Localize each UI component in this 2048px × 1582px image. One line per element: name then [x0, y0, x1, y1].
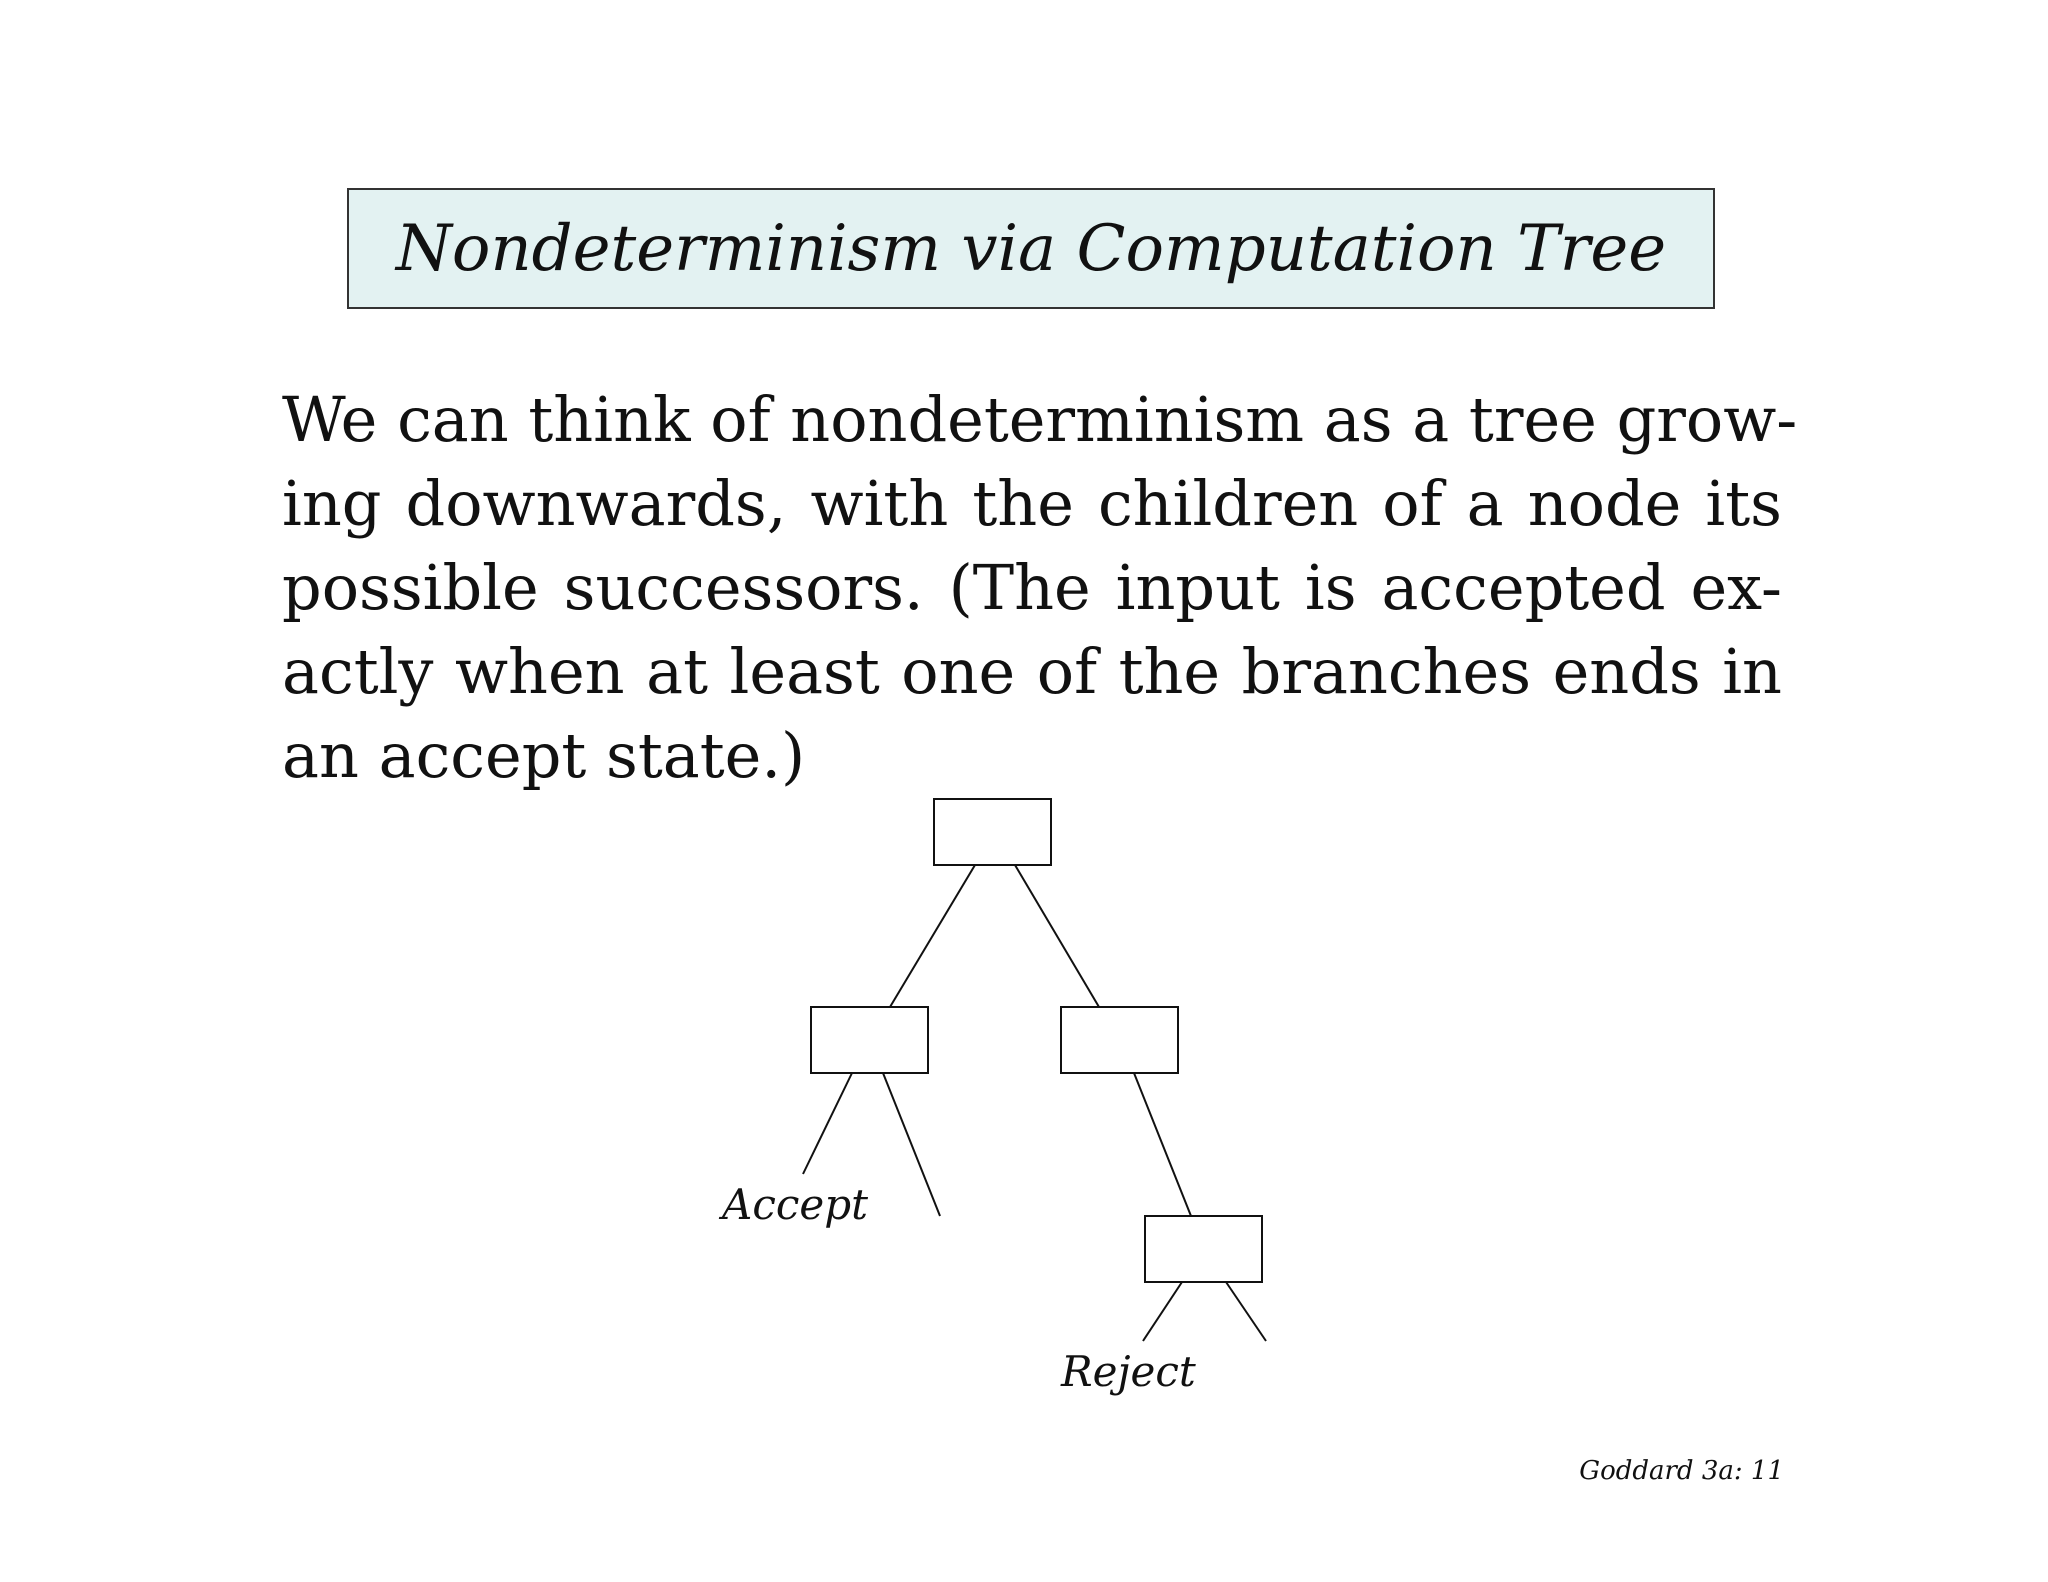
tree-node-left	[811, 1007, 928, 1073]
tree-edge-child-open	[1226, 1282, 1266, 1341]
accept-label: Accept	[722, 1180, 868, 1229]
reject-label: Reject	[1061, 1347, 1196, 1396]
body-line-4: actly when at least one of the branches ends in	[282, 635, 1782, 708]
tree-node-right-child	[1145, 1216, 1262, 1282]
tree-edge-right-child	[1134, 1073, 1191, 1216]
body-line-1: We can think of nondeterminism as a tree grow-	[282, 383, 1798, 456]
slide-footer: Goddard 3a: 11	[1579, 1456, 1784, 1486]
body-line-2: ing downwards, with the children of a node its	[282, 467, 1782, 540]
body-line-3: possible successors. (The input is accepted ex-	[282, 551, 1782, 624]
tree-node-right	[1061, 1007, 1178, 1073]
body-line-5: an accept state.)	[282, 719, 806, 792]
tree-edge-child-reject	[1143, 1282, 1182, 1341]
tree-edge-left-open	[883, 1073, 940, 1216]
slide-title: Nondeterminism via Computation Tree	[395, 211, 1667, 286]
tree-edge-left-accept	[803, 1073, 852, 1174]
tree-edge-root-left	[890, 865, 975, 1007]
tree-edge-root-right	[1015, 865, 1099, 1007]
tree-node-root	[934, 799, 1051, 865]
